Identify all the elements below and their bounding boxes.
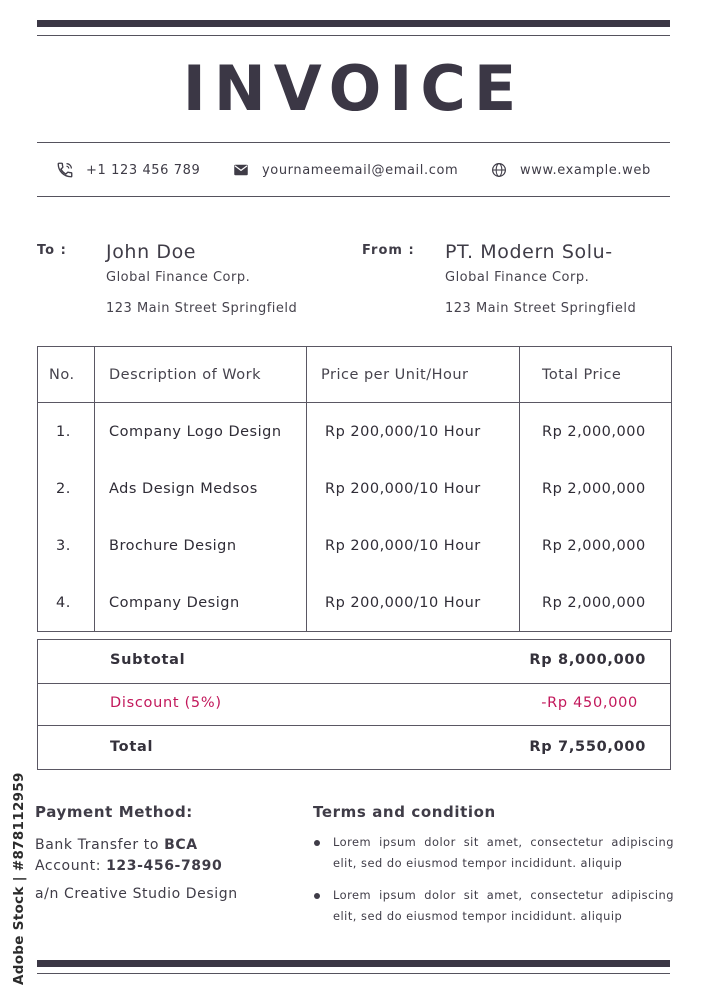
to-name: John Doe xyxy=(106,241,197,263)
top-thin-rule xyxy=(37,35,670,36)
invoice-items-table xyxy=(37,346,672,632)
row-description: Company Design xyxy=(95,574,307,632)
row-no: 3. xyxy=(38,517,95,574)
row-unit-price: Rp 200,000/10 Hour xyxy=(307,460,520,517)
top-thick-bar xyxy=(37,20,670,27)
website: www.example.web xyxy=(520,163,651,178)
email-address: yournameemail@email.com xyxy=(262,163,459,178)
account-number: 123-456-7890 xyxy=(106,858,223,874)
table-row xyxy=(38,517,672,574)
globe-icon xyxy=(490,161,508,179)
phone-icon xyxy=(56,161,74,179)
row-description: Company Logo Design xyxy=(95,403,307,461)
total-value: Rp 7,550,000 xyxy=(529,739,646,755)
row-total: Rp 2,000,000 xyxy=(520,517,672,574)
row-description: Brochure Design xyxy=(95,517,307,574)
account-holder: a/n Creative Studio Design xyxy=(35,886,238,902)
mail-icon xyxy=(232,161,250,179)
contact-top-rule xyxy=(37,142,670,143)
phone-number: +1 123 456 789 xyxy=(86,163,201,178)
row-total: Rp 2,000,000 xyxy=(520,403,672,461)
table-row xyxy=(38,574,672,632)
row-no: 1. xyxy=(38,403,95,461)
discount-label: Discount (5%) xyxy=(110,695,222,711)
contact-bottom-rule xyxy=(37,196,670,197)
subtotal-value: Rp 8,000,000 xyxy=(529,652,646,668)
total-row xyxy=(37,726,671,770)
row-total: Rp 2,000,000 xyxy=(520,460,672,517)
to-label: To : xyxy=(37,243,67,258)
account-prefix: Account: xyxy=(35,858,107,874)
header-total-price: Total Price xyxy=(520,347,672,403)
header-no: No. xyxy=(38,347,95,403)
bullet-icon xyxy=(314,893,320,899)
from-name: PT. Modern Solu- xyxy=(445,241,613,263)
row-description: Ads Design Medsos xyxy=(95,460,307,517)
subtotal-row xyxy=(37,639,671,684)
terms-title: Terms and condition xyxy=(313,803,496,821)
header-unit-price: Price per Unit/Hour xyxy=(307,347,520,403)
payment-account-line xyxy=(35,858,222,874)
bullet-icon xyxy=(314,840,320,846)
subtotal-label: Subtotal xyxy=(110,652,186,668)
table-row xyxy=(38,403,672,461)
invoice-title: INVOICE xyxy=(182,52,525,125)
bottom-thin-rule xyxy=(37,973,670,974)
from-label: From : xyxy=(362,243,415,258)
bank-name: BCA xyxy=(164,837,198,853)
header-description: Description of Work xyxy=(95,347,307,403)
payment-method-title: Payment Method: xyxy=(35,803,193,821)
table-header-row xyxy=(38,347,672,403)
stock-watermark: Adobe Stock | #878112959 xyxy=(11,772,27,985)
discount-row xyxy=(37,683,671,726)
row-unit-price: Rp 200,000/10 Hour xyxy=(307,517,520,574)
bank-prefix: Bank Transfer to xyxy=(35,837,165,853)
row-no: 2. xyxy=(38,460,95,517)
table-row xyxy=(38,460,672,517)
total-label: Total xyxy=(110,739,154,755)
row-unit-price: Rp 200,000/10 Hour xyxy=(307,403,520,461)
from-address: 123 Main Street Springfield xyxy=(445,301,637,316)
row-total: Rp 2,000,000 xyxy=(520,574,672,632)
row-no: 4. xyxy=(38,574,95,632)
to-address: 123 Main Street Springfield xyxy=(106,301,298,316)
bottom-thick-bar xyxy=(37,960,670,967)
terms-item: Lorem ipsum dolor sit amet, consectetur adipiscing elit, sed do eiusmod tempor incididunt. aliquip xyxy=(333,888,674,923)
terms-item: Lorem ipsum dolor sit amet, consectetur adipiscing elit, sed do eiusmod tempor incididunt. aliquip xyxy=(333,835,674,870)
to-company: Global Finance Corp. xyxy=(106,270,251,285)
row-unit-price: Rp 200,000/10 Hour xyxy=(307,574,520,632)
from-company: Global Finance Corp. xyxy=(445,270,590,285)
discount-value: -Rp 450,000 xyxy=(541,695,638,711)
payment-bank-line xyxy=(35,837,198,853)
